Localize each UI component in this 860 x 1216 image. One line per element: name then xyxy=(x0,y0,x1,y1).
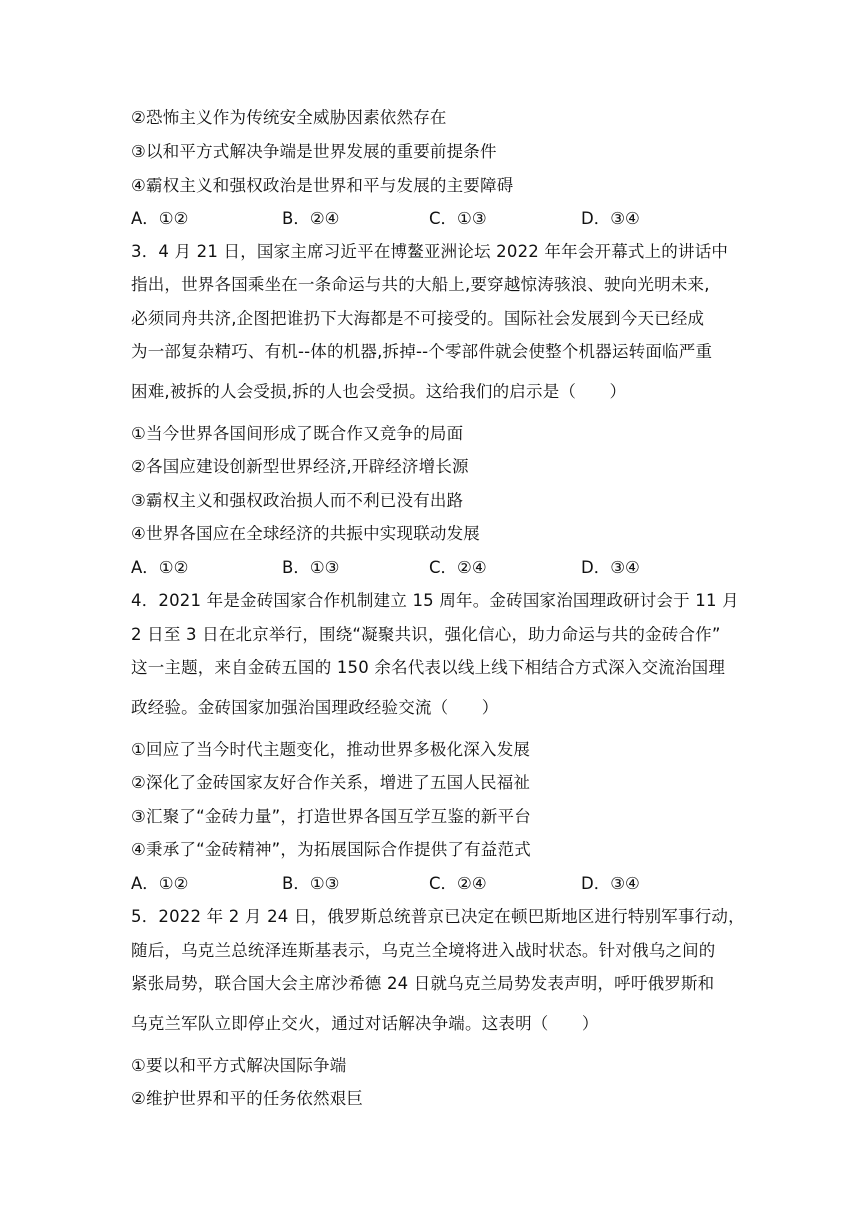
q4-stem-line-4: 政经验。金砖国家加强治国理政经验交流（ ） xyxy=(131,698,499,717)
q3-stem-line-1: 3．4 月 21 日，国家主席习近平在博鳌亚洲论坛 2022 年年会开幕式上的讲话中 xyxy=(131,242,729,261)
q3-item-3: ③霸权主义和强权政治损人而不利已没有出路 xyxy=(131,491,464,510)
q3-stem-line-5: 困难,被拆的人会受损,拆的人也会受损。这给我们的启示是（ ） xyxy=(131,382,627,401)
q3-option-b: B．①③ xyxy=(282,558,340,577)
q2-option-a: A．①② xyxy=(131,209,189,228)
q3-option-d: D．③④ xyxy=(581,558,640,577)
q4-item-2: ②深化了金砖国家友好合作关系，增进了五国人民福祉 xyxy=(131,773,531,792)
q3-stem-line-3: 必须同舟共济,企图把谁扔下大海都是不可接受的。国际社会发展到今天已经成 xyxy=(131,309,705,328)
q4-stem-line-2: 2 日至 3 日在北京举行，围绕“凝聚共识，强化信心，助力命运与共的金砖合作” xyxy=(131,625,721,644)
q5-item-2: ②维护世界和平的任务依然艰巨 xyxy=(131,1089,364,1108)
q4-option-a: A．①② xyxy=(131,874,189,893)
q4-item-3: ③汇聚了“金砖力量”，打造世界各国互学互鉴的新平台 xyxy=(131,807,531,826)
q4-stem-line-1: 4．2021 年是金砖国家合作机制建立 15 周年。金砖国家治国理政研讨会于 11 月 xyxy=(131,591,739,610)
q2-item-2: ②恐怖主义作为传统安全威胁因素依然存在 xyxy=(131,108,447,127)
q3-item-1: ①当今世界各国间形成了既合作又竞争的局面 xyxy=(131,424,464,443)
q2-option-b: B．②④ xyxy=(282,209,340,228)
q3-item-4: ④世界各国应在全球经济的共振中实现联动发展 xyxy=(131,524,480,543)
q3-option-a: A．①② xyxy=(131,558,189,577)
q5-item-1: ①要以和平方式解决国际争端 xyxy=(131,1056,347,1075)
q4-option-c: C．②④ xyxy=(429,874,487,893)
q2-option-d: D．③④ xyxy=(581,209,640,228)
q4-option-b: B．①③ xyxy=(282,874,340,893)
q5-stem-line-2: 随后，乌克兰总统泽连斯基表示，乌克兰全境将进入战时状态。针对俄乌之间的 xyxy=(131,941,716,960)
q5-stem-line-1: 5．2022 年 2 月 24 日，俄罗斯总统普京已决定在顿巴斯地区进行特别军事行动， xyxy=(131,907,745,926)
q5-stem-line-4: 乌克兰军队立即停止交火，通过对话解决争端。这表明（ ） xyxy=(131,1014,599,1033)
q2-item-3: ③以和平方式解决争端是世界发展的重要前提条件 xyxy=(131,142,497,161)
q4-stem-line-3: 这一主题，来自金砖五国的 150 余名代表以线上线下相结合方式深入交流治国理 xyxy=(131,658,726,677)
q4-item-4: ④秉承了“金砖精神”，为拓展国际合作提供了有益范式 xyxy=(131,840,531,859)
q3-stem-line-4: 为一部复杂精巧、有机--体的机器,拆掉--个零部件就会使整个机器运转面临严重 xyxy=(131,342,713,361)
q4-item-1: ①回应了当今时代主题变化，推动世界多极化深入发展 xyxy=(131,740,531,759)
q3-stem-line-2: 指出，世界各国乘坐在一条命运与共的大船上,要穿越惊涛骇浪、驶向光明未来, xyxy=(131,275,710,294)
q2-option-c: C．①③ xyxy=(429,209,487,228)
q3-item-2: ②各国应建设创新型世界经济,开辟经济增长源 xyxy=(131,457,469,476)
q2-item-4: ④霸权主义和强权政治是世界和平与发展的主要障碍 xyxy=(131,176,514,195)
q5-stem-line-3: 紧张局势，联合国大会主席沙希德 24 日就乌克兰局势发表声明，呼吁俄罗斯和 xyxy=(131,974,715,993)
q4-option-d: D．③④ xyxy=(581,874,640,893)
q3-option-c: C．②④ xyxy=(429,558,487,577)
